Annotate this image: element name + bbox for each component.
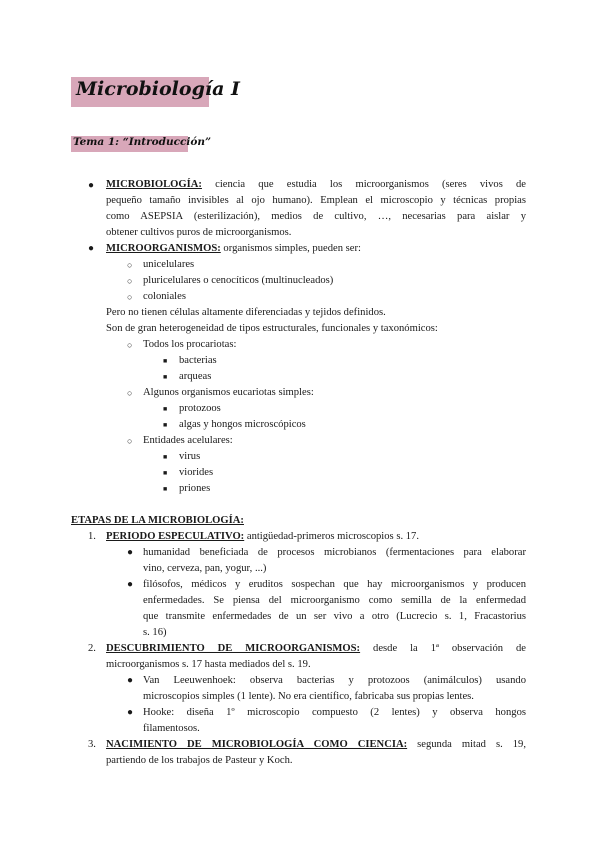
circle-bullet-icon: ○ [127,340,133,350]
bullet-icon: ● [127,579,134,590]
list-item: algas y hongos microscópicos [179,419,306,430]
title-highlight [71,77,240,107]
circle-bullet-icon: ○ [127,292,133,302]
etapa-2-b2-line-1: Hooke: diseña 1º microscopio compuesto (2 lentes) y observa hongos [143,707,526,718]
list-item: virus [179,451,201,462]
etapa-number: 1. [88,531,96,542]
list-item: protozoos [179,403,221,414]
etapa-number: 2. [88,643,96,654]
microbiologia-line-4: obtener cultivos puros de microorganismos. [106,227,292,238]
etapa-2-b1-line-2: microscopios simples (1 lente). No era científico, fabricaba sus propias lentes. [143,691,474,702]
square-bullet-icon: ■ [163,373,168,381]
etapa-3-line-2: partiendo de los trabajos de Pasteur y Koch. [106,755,293,766]
circle-bullet-icon: ○ [127,436,133,446]
microorganismos-line: MICROORGANISMOS: organismos simples, pueden ser: [106,243,361,254]
etapa-number: 3. [88,739,96,750]
list-item: unicelulares [143,259,195,270]
list-item: pluricelulares o cenocíticos (multinucleados) [143,275,334,286]
page-subtitle: Tema 1: “Introducción” [73,136,212,148]
microbiologia-term: MICROBIOLOGÍA: [106,179,202,190]
microorganismos-note-1: Pero no tienen células altamente diferenciadas y tejidos definidos. [106,307,386,318]
bullet-icon: ● [88,243,95,254]
square-bullet-icon: ■ [163,469,168,477]
circle-bullet-icon: ○ [127,260,133,270]
etapa-1-b2-line-3: que transmite enfermedades de un ser vivo a otro (Lucrecio s. 1, Fracastorius [143,611,526,622]
etapa-1-b1-line-2: vino, cerveza, pan, yogur, ...) [143,563,267,574]
list-item: viorides [179,467,214,478]
circle-bullet-icon: ○ [127,388,133,398]
list-item: priones [179,483,211,494]
microbiologia-line-3: como ASEPSIA (esterilización), medios de cultivo, …, necesarias para aislar y [106,211,526,222]
group-label: Entidades acelulares: [143,435,233,446]
etapa-1-b2-line-2: enfermedades. Se piensa del microorganismo como semilla de la enfermedad [143,595,526,606]
microbiologia-line-2: pequeño tamaño invisibles al ojo humano). Emplean el microscopio y técnicas propias [106,195,526,206]
list-item: coloniales [143,291,186,302]
square-bullet-icon: ■ [163,357,168,365]
etapa-2-line-1: DESCUBRIMIENTO DE MICROORGANISMOS: desde la 1ª observación de [106,643,526,654]
square-bullet-icon: ■ [163,405,168,413]
bullet-icon: ● [88,180,95,191]
etapa-1-b2-line-1: filósofos, médicos y eruditos sospechan que hay microorganismos y producen [143,579,526,590]
square-bullet-icon: ■ [163,485,168,493]
etapa-3-term: NACIMIENTO DE MICROBIOLOGÍA COMO CIENCIA: [106,739,408,750]
etapa-2-b2-line-2: filamentosos. [143,723,200,734]
list-item: arqueas [179,371,212,382]
circle-bullet-icon: ○ [127,276,133,286]
etapa-2-term: DESCUBRIMIENTO DE MICROORGANISMOS: [106,643,361,654]
etapa-3-line-1: NACIMIENTO DE MICROBIOLOGÍA COMO CIENCIA: segunda mitad s. 19, [106,739,526,750]
microbiologia-line-1: MICROBIOLOGÍA: ciencia que estudia los microorganismos (seres vivos de [106,179,526,190]
microorganismos-term: MICROORGANISMOS: [106,243,221,254]
bullet-icon: ● [127,675,134,686]
etapa-1-term: PERIODO ESPECULATIVO: [106,531,245,542]
etapa-2-line-2: microorganismos s. 17 hasta mediados del s. 19. [106,659,311,670]
etapa-1-line: PERIODO ESPECULATIVO: antigüedad-primeros microscopios s. 17. [106,531,419,542]
microorganismos-note-2: Son de gran heterogeneidad de tipos estructurales, funcionales y taxonómicos: [106,323,438,334]
page-title: Microbiología I [76,78,240,100]
etapas-heading: ETAPAS DE LA MICROBIOLOGÍA: [71,515,244,526]
square-bullet-icon: ■ [163,421,168,429]
square-bullet-icon: ■ [163,453,168,461]
bullet-icon: ● [127,547,134,558]
list-item: bacterias [179,355,217,366]
etapa-2-b1-line-1: Van Leeuwenhoek: observa bacterias y protozoos (animálculos) usando [143,675,526,686]
etapa-1-b1-line-1: humanidad beneficiada de procesos microbianos (fermentaciones para elaborar [143,547,526,558]
etapa-1-b2-line-4: s. 16) [143,627,167,638]
group-label: Todos los procariotas: [143,339,237,350]
subtitle-highlight [71,136,212,152]
group-label: Algunos organismos eucariotas simples: [143,387,314,398]
bullet-icon: ● [127,707,134,718]
